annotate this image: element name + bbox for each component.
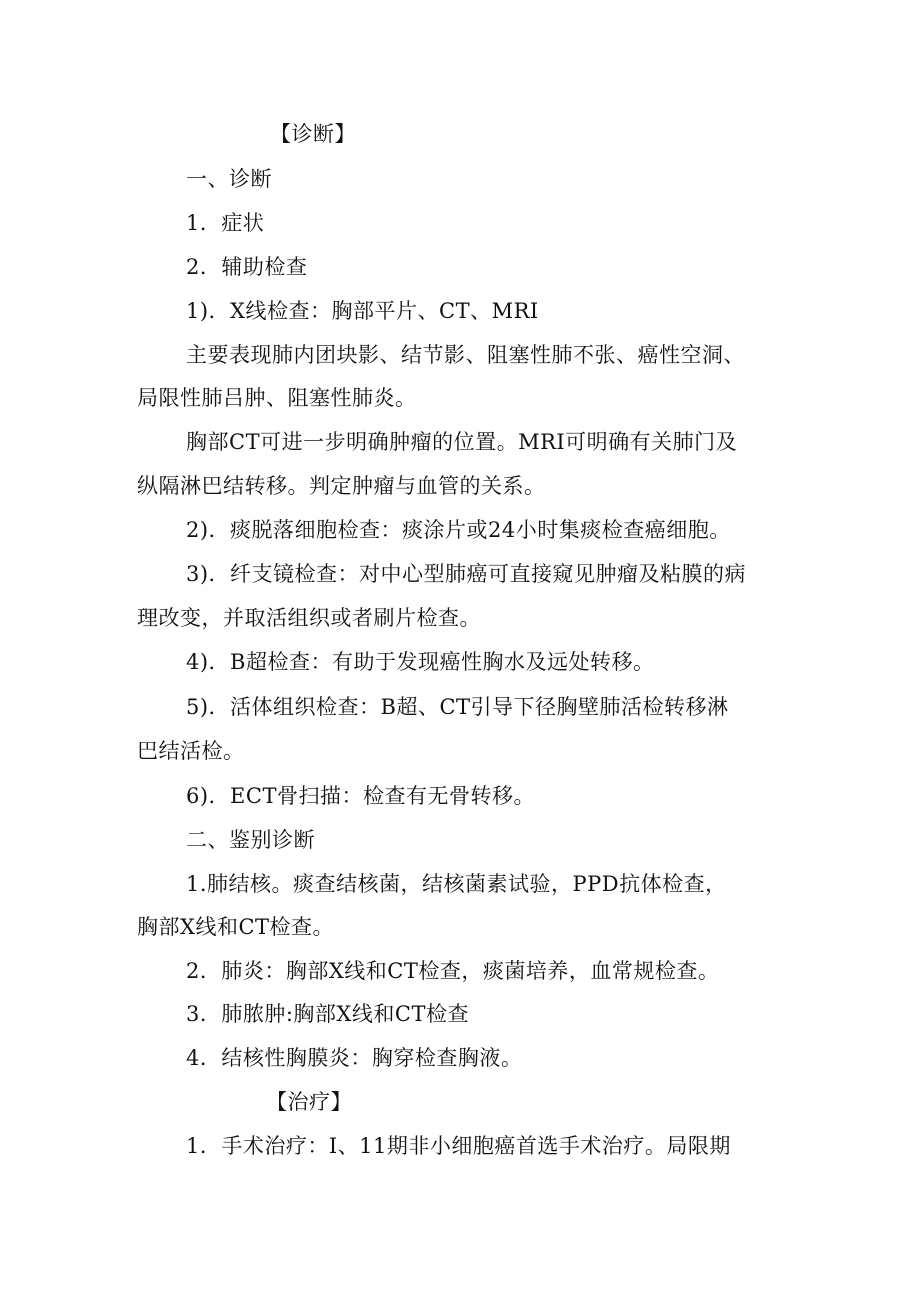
ultrasound-exam: 4)．B超检查：有助于发现癌性胸水及远处转移。 (186, 650, 655, 674)
dd3-abscess: 3．肺脓肿:胸部X线和CT检查 (186, 1002, 469, 1026)
xray-title: 1)．X线检查：胸部平片、CT、MRI (186, 299, 539, 323)
bronch-line1: 3)．纤支镜检查：对中心型肺癌可直接窥见肿瘤及粘膜的病 (186, 562, 747, 586)
xray-para2-line1: 胸部CT可进一步明确肿瘤的位置。MRI可明确有关肺门及 (186, 430, 738, 454)
heading-treatment: 【治疗】 (266, 1090, 352, 1114)
xray-para1-line2: 局限性肺吕肿、阻塞性肺炎。 (137, 386, 417, 410)
heading-diagnosis: 【诊断】 (270, 122, 356, 146)
dd2-pneumonia: 2．肺炎：胸部X线和CT检查，痰菌培养，血常规检查。 (186, 959, 720, 983)
section-2-title: 二、鉴别诊断 (186, 828, 315, 852)
sputum-exam: 2)．痰脱落细胞检查：痰涂片或24小时集痰检查癌细胞。 (186, 518, 731, 542)
bronch-line2: 理改变，并取活组织或者刷片检查。 (137, 606, 481, 630)
section-1-title: 一、诊断 (186, 167, 272, 191)
dd4-pleurisy: 4．结核性胸膜炎：胸穿检查胸液。 (186, 1046, 523, 1070)
item-aux-exam: 2．辅助检查 (186, 255, 308, 279)
biopsy-line2: 巴结活检。 (137, 739, 245, 763)
xray-para2-line2: 纵隔淋巴结转移。判定肿瘤与血管的关系。 (137, 474, 546, 498)
treatment-1: 1．手术治疗：I、11期非小细胞癌首选手术治疗。局限期 (186, 1134, 731, 1158)
item-symptoms: 1．症状 (186, 211, 265, 235)
biopsy-line1: 5)．活体组织检查：B超、CT引导下径胸壁肺活检转移淋 (186, 695, 729, 719)
xray-para1-line1: 主要表现肺内团块影、结节影、阻塞性肺不张、癌性空洞、 (186, 343, 745, 367)
dd1-line1: 1.肺结核。痰查结核菌，结核菌素试验，PPD抗体检查， (186, 872, 727, 896)
ect-scan: 6)．ECT骨扫描：检查有无骨转移。 (186, 784, 535, 808)
dd1-line2: 胸部X线和CT检查。 (137, 915, 335, 939)
